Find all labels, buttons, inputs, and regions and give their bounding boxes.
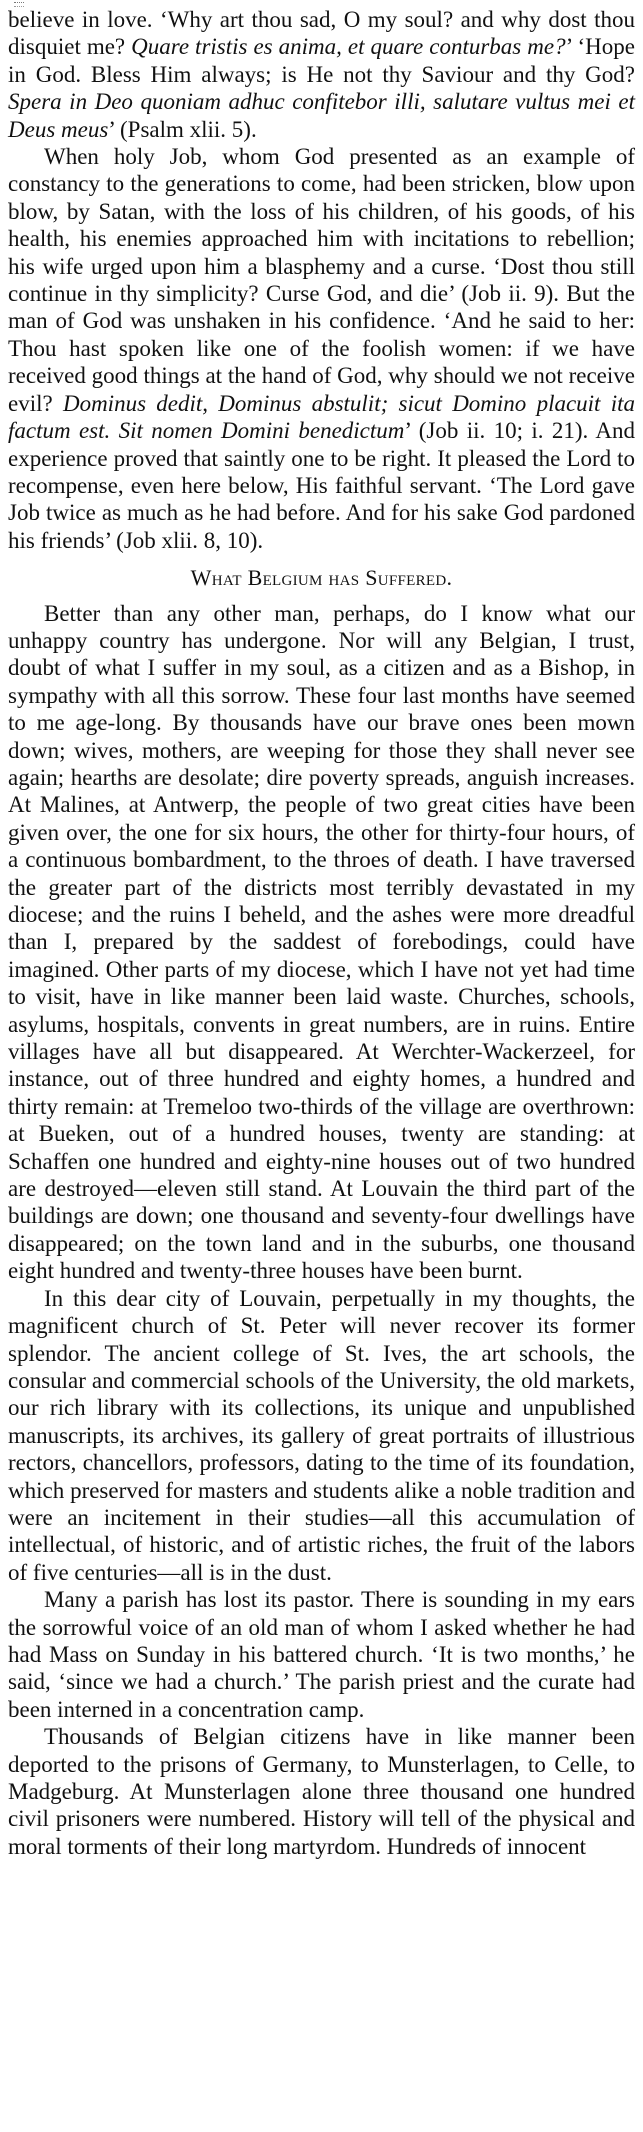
paragraph	[8, 600, 635, 1285]
latin-quotation: Dominus dedit, Dominus abstulit; sicut Domino placuit ita factum est. Sit nomen Domini benedictum	[8, 390, 635, 444]
text-run: ’ (Job ii. 10; i. 21). And experience proved that saintly one to be right. It pleased the Lord to recompense, even here below, His faithful servant. ‘The Lord gave Job twice as much as he had before. And for his sake God pardoned his friends’ (Job xlii. 8, 10).	[8, 418, 636, 553]
text-run: Better than any other man, perhaps, do I know what our unhappy country has undergone. Nor will any Belgian, I trust, doubt of what I suffer in my soul, as a citizen and as a Bishop, in sympathy with all this sorrow. These four last months have seemed to me age-long. By thousands have our brave ones been mown down; wives, mothers, are weeping for those they shall never see again; hearths are desolate; dire poverty spreads, anguish increases. At Malines, at Antwerp, the people of two great cities have been given over, the one for six hours, the other for thirty-four hours, of a continuous bombardment, to the throes of death. I have traversed the greater part of the districts most terribly devastated in my diocese; and the ruins I beheld, and the ashes were more dreadful than I, prepared by the saddest of forebodings, could have imagined. Other parts of my diocese, which I have not yet had time to visit, have in like manner been laid waste. Churches, schools, asylums, hospitals, convents in great numbers, are in ruins. Entire villages have all but disappeared. At Werchter-Wackerzeel, for instance, out of three hundred and eighty homes, a hundred and thirty remain: at Tremeloo two-thirds of the village are overthrown: at Bueken, out of a hundred houses, twenty are standing: at Schaffen one hundred and eighty-nine houses out of two hundred are destroyed—eleven still stand. At Louvain the third part of the buildings are down; one thousand and seventy-four dwellings have disappeared; on the town land and in the suburbs, one thousand eight hundred and twenty-three houses have been burnt.	[8, 600, 635, 1284]
text-run: What Belgium has Suffered.	[190, 565, 453, 591]
paragraph	[8, 1285, 635, 1586]
document-text	[8, 6, 635, 1860]
text-run: ’ ‘Hope in God. Bless Him always; is He not thy Saviour and thy God?	[8, 34, 636, 87]
text-run: Thousands of Belgian citizens have in like manner been deported to the prisons of Germany, to Munsterlagen, to Celle, to Madgeburg. At Munsterlagen alone three thousand one hundred civil prisoners were numbered. History will tell of the physical and moral torments of their long martyrdom. Hundreds of innocent	[8, 1724, 635, 1859]
paragraph	[8, 1723, 635, 1860]
paragraph-continuation	[8, 6, 635, 143]
paragraph	[8, 1586, 635, 1723]
print-speck	[14, 2, 24, 7]
latin-quotation: Spera in Deo quoniam adhuc confitebor illi, salutare vultus mei et Deus meus	[8, 89, 635, 142]
text-run: In this dear city of Louvain, perpetually in my thoughts, the magnificent church of St. Peter will never recover its former splendor. The ancient college of St. Ives, the art schools, the consular and commercial schools of the University, the old markets, our rich library with its collections, its unique and unpublished manuscripts, its archives, its gallery of great portraits of illustrious rectors, chancellors, professors, dating to the time of its foundation, which preserved for masters and students alike a noble tradition and were an incitement in their studies—all this accumulation of intellectual, of historic, and of artistic riches, the fruit of the labors of five centuries—all is in the dust.	[8, 1285, 635, 1585]
latin-quotation: Quare tristis es anima, et quare conturbas me?	[131, 34, 566, 60]
section-heading	[8, 564, 635, 591]
text-run: Many a parish has lost its pastor. There is sounding in my ears the sorrowful voice of an old man of whom I asked whether he had had Mass on Sunday in his battered church. ‘It is two months,’ he said, ‘since we had a church.’ The parish priest and the curate had been interned in a concentration camp.	[8, 1587, 635, 1722]
text-run: When holy Job, whom God presented as an example of constancy to the generations to come, had been stricken, blow upon blow, by Satan, with the loss of his children, of his goods, of his health, his enemies approached him with incitations to rebellion; his wife urged upon him a blasphemy and a curse. ‘Dost thou still continue in thy simplicity? Curse God, and die’ (Job ii. 9). But the man of God was unshaken in his confidence. ‘And he said to her: Thou hast spoken like one of the foolish women: if we have received good things at the hand of God, why should we not receive evil?	[8, 144, 635, 416]
paragraph	[8, 143, 635, 554]
text-run: ’ (Psalm xlii. 5).	[108, 116, 257, 142]
text-run: believe in love. ‘Why art thou sad, O my soul? and why dost thou disquiet me?	[8, 7, 635, 60]
